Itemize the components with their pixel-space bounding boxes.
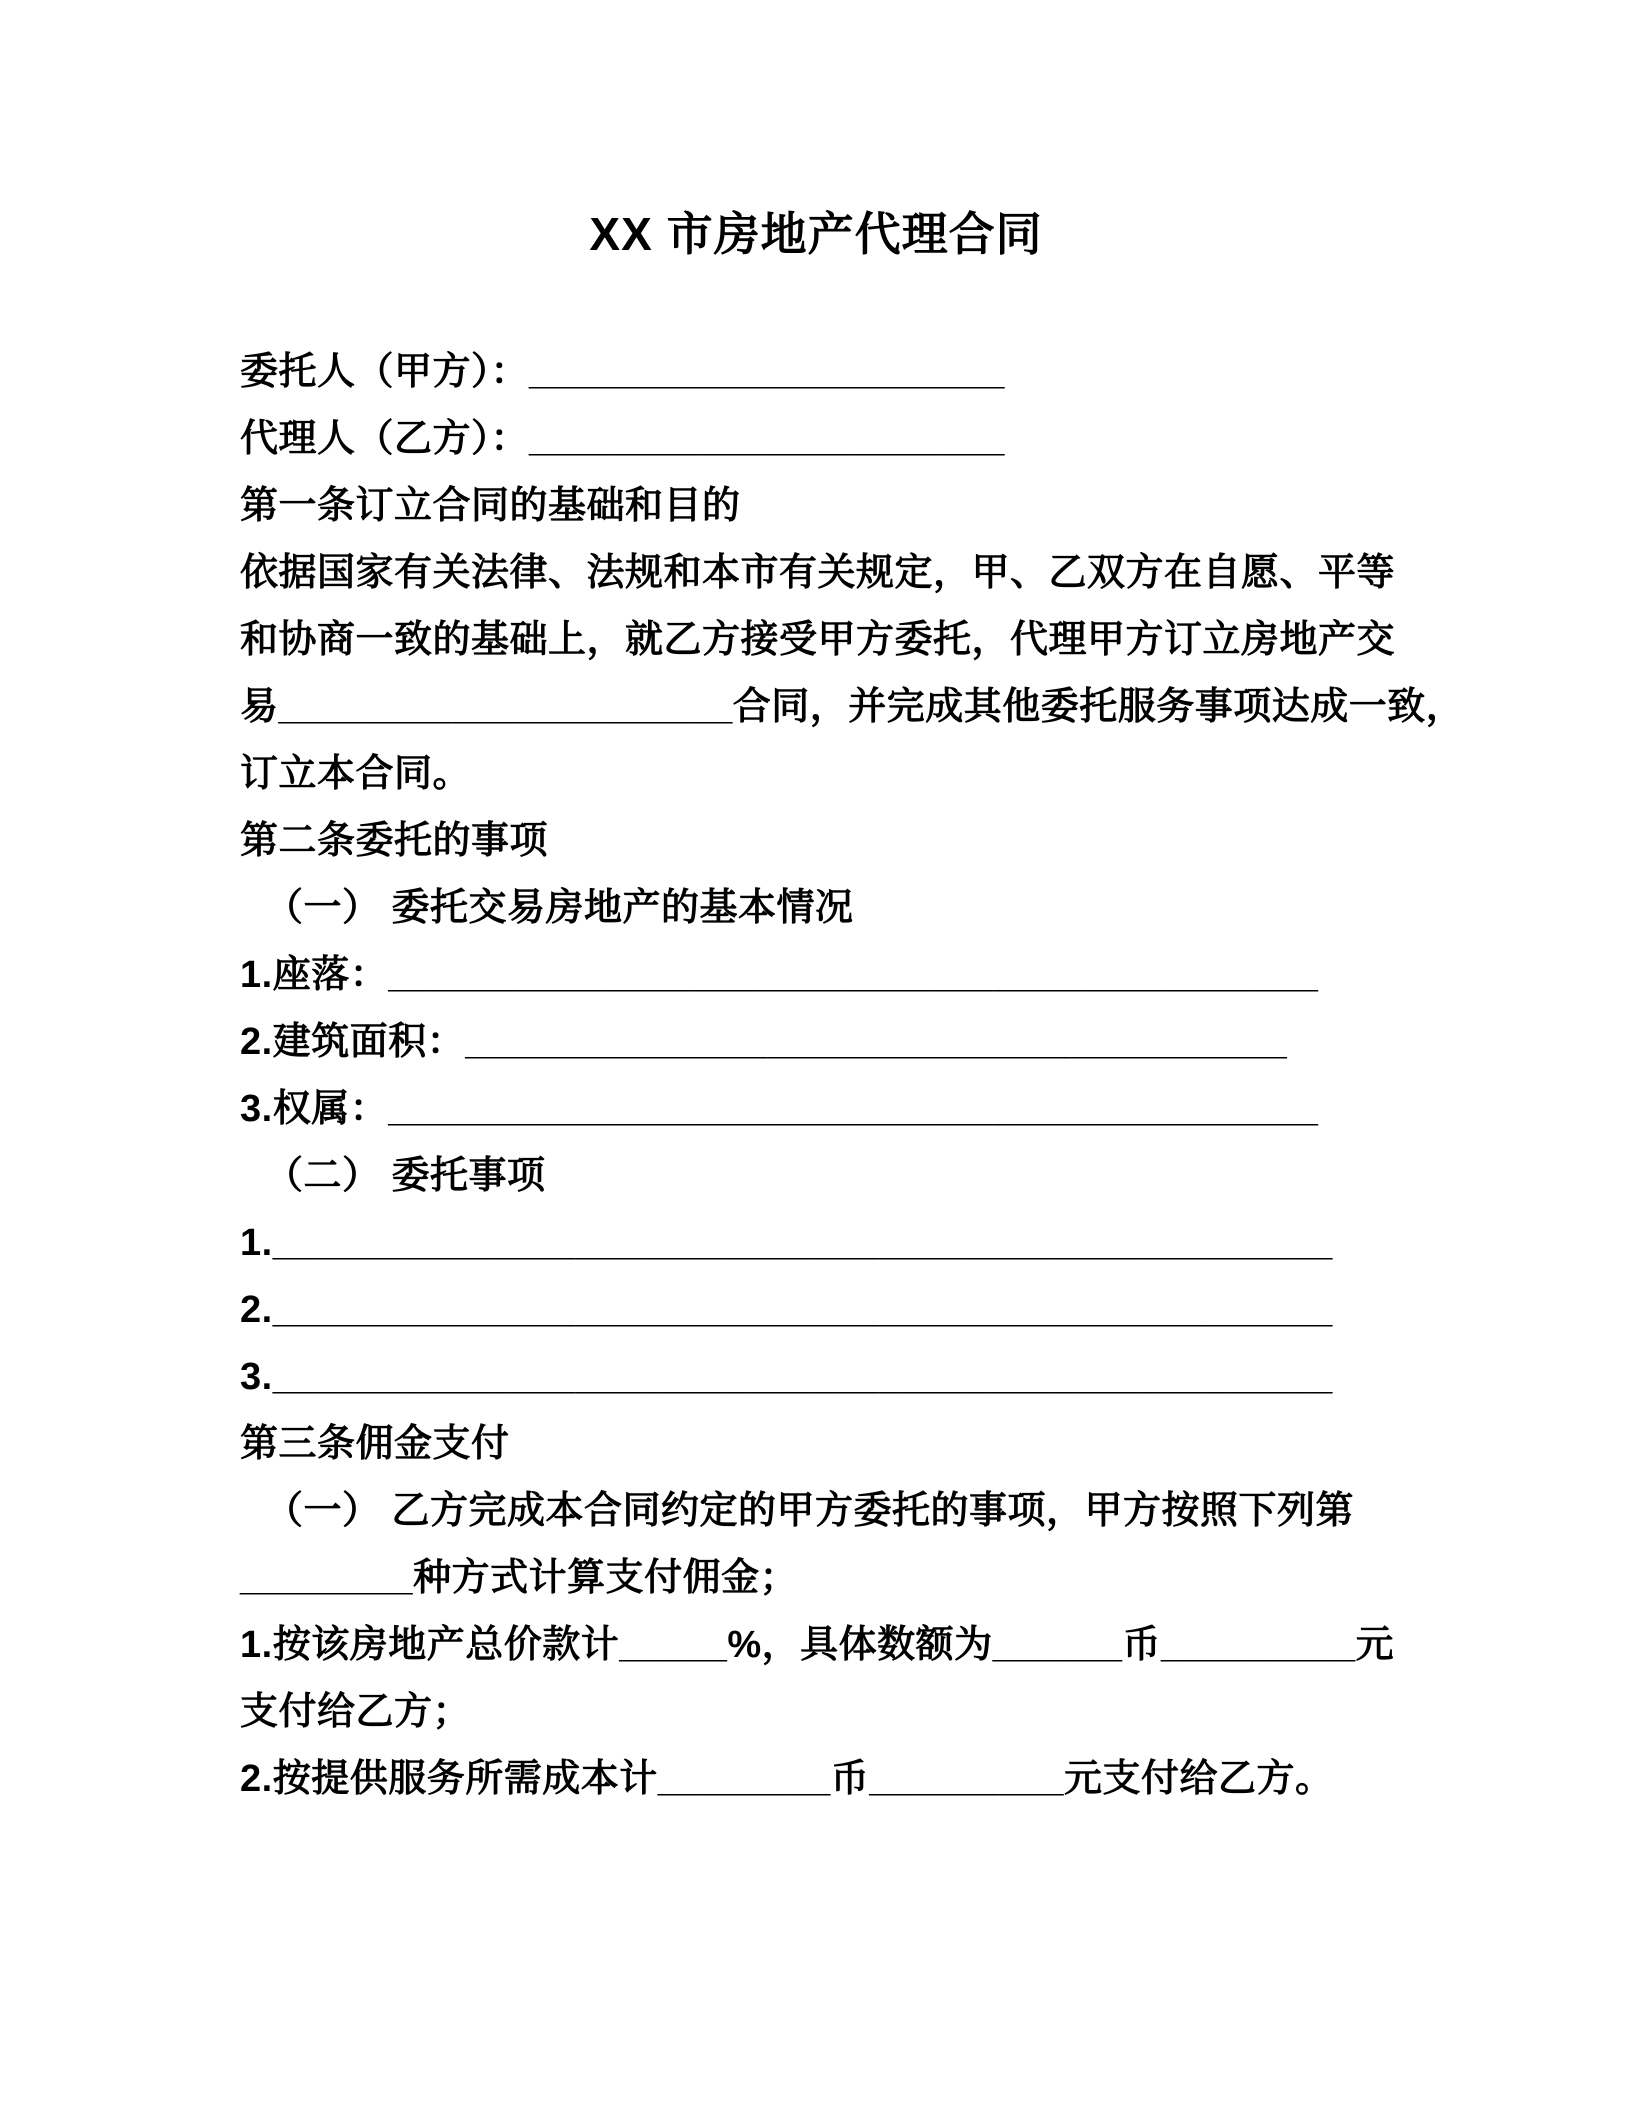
document-body [240,339,1592,1813]
paragraph-line: 第三条佣金支付 [240,1423,510,1465]
paragraph-line: 2.建筑面积：______________________________________ [240,1021,1288,1063]
paragraph-line: 支付给乙方； [240,1691,472,1733]
paragraph-line: （一） 乙方完成本合同约定的甲方委托的事项，甲方按照下列第 [265,1490,1355,1532]
paragraph-line: 订立本合同。 [240,753,472,795]
paragraph-line: （二） 委托事项 [265,1155,546,1197]
paragraph-line: 1.座落：___________________________________________ [240,954,1319,996]
paragraph-line: 和协商一致的基础上，就乙方接受甲方委托，代理甲方订立房地产交 [240,619,1396,661]
paragraph-line: 第一条订立合同的基础和目的 [240,485,741,527]
paragraph-line: 代理人（乙方）：______________________ [240,418,1005,460]
paragraph-line: 委托人（甲方）：______________________ [240,351,1005,393]
paragraph-line: 易_____________________合同，并完成其他委托服务事项达成一致， [240,686,1465,728]
paragraph-line: 第二条委托的事项 [240,820,549,862]
paragraph-line: 1._________________________________________________ [240,1222,1333,1264]
paragraph-line: 3.权属：___________________________________________ [240,1088,1319,1130]
paragraph-line: 3._________________________________________________ [240,1356,1333,1398]
paragraph-line: 2.按提供服务所需成本计________币_________元支付给乙方。 [240,1758,1334,1800]
paragraph-line: ________种方式计算支付佣金； [240,1557,799,1599]
paragraph-line: 2._________________________________________________ [240,1289,1333,1331]
document-title: XX 市房地产代理合同 [589,208,1043,260]
paragraph-line: 依据国家有关法律、法规和本市有关规定，甲、乙双方在自愿、平等 [240,552,1396,594]
paragraph-line: 1.按该房地产总价款计_____%，具体数额为______币_________元 [240,1624,1395,1666]
paragraph-line: （一） 委托交易房地产的基本情况 [265,887,854,929]
